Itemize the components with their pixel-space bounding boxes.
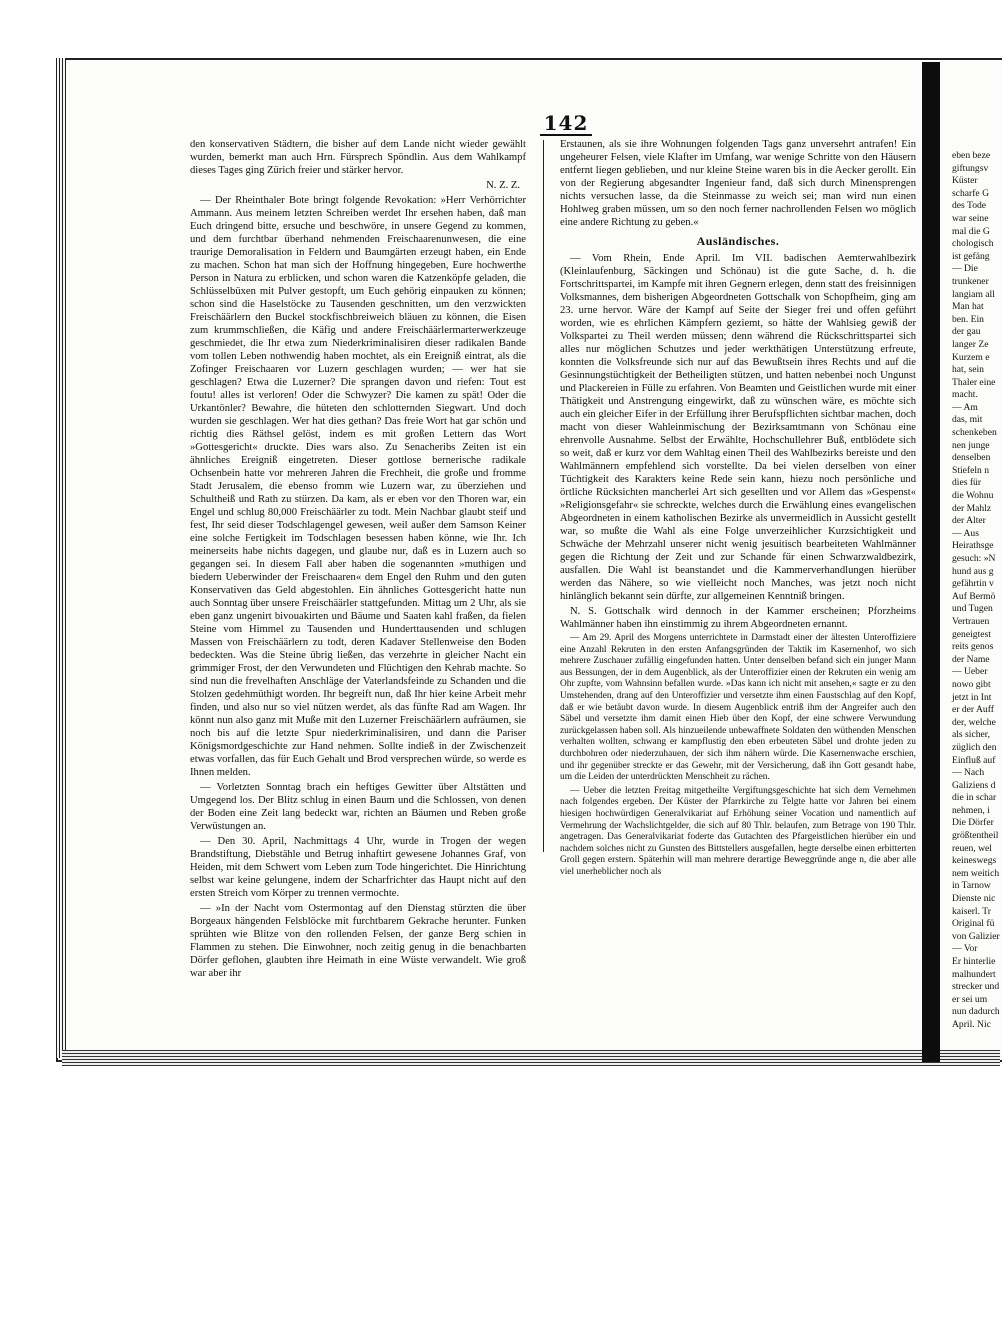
fragment-line: gefährtin v	[952, 578, 994, 590]
right-column-fragment	[952, 150, 1000, 1030]
fragment-line: macht.	[952, 389, 978, 401]
fragment-line: die in schar	[952, 792, 997, 804]
fragment-line: Thaler eine	[952, 376, 996, 388]
article-paragraph: Erstaunen, als sie ihre Wohnungen folgenden Tags ganz unversehrt antrafen! Ein ungeheurer Felsen, viele Klafter im Umfang, war wenige Schritte von den Häusern entfernt liegen geblieben, und nur kleine Steine waren bis in die Aecker gerollt. Ein von der Regierung abgesandter Ingenieur fand, daß sich durch Minensprengen nichts versuchen lasse, da die Steinmasse zu weich sei; man wird nun einen Hohlweg graben müssen, um so den noch ferner nachrollenden Felsen wo möglich eine andere Richtung zu geben.«	[560, 139, 916, 228]
article-paragraph: — Am 29. April des Morgens unterrichtete in Darmstadt einer der ältesten Unteroffiziere eine Anzahl Rekruten in den ersten Anfangsgründen der Taktik im Kasernenhof, wo sich mehrere Zuschauer zufällig eingefunden hatten. Unter denselben befand sich ein junger Mann aus Bessungen, der in dem Augenblick, als der Unteroffizier einen der Rekruten ein wenig am Ohr zupfte, vom Wahnsinn befallen wurde. »Das kann ich nicht mit ansehen,« sagte er zu den Umstehenden, drang auf den Unteroffizier und versetzte ihm einen Faustschlag auf den Kopf, daß er wie betäubt davon wurde. In diesem Augenblick entriß ihm der Angreifer auch den Säbel und versetzte ihm damit einen Hieb über den Kopf, der eine schwere Verwundung zurückgelassen haben soll. Als hinzueilende unbewaffnete Soldaten den wüthenden Menschen verhalten wollten, schwang er kampflustig den eben erbeuteten Säbel und drohte jeden zu durchbohren oder niederzuhauen, der sich ihm nähern würde. Die Kasernenwache erschien, und ihr gegenüber streckte er das Gewehr, mit der Versicherung, daß ihn Gott gesandt habe, um die Leiden der unterdrückten Menschheit zu rächen.	[560, 633, 916, 783]
fragment-line: reits genos	[952, 641, 994, 653]
fragment-line: reuen, wel	[952, 842, 992, 854]
book-page-edges	[56, 58, 66, 1058]
fragment-line: gesuch: »N	[952, 553, 996, 564]
article-paragraph: — »In der Nacht vom Ostermontag auf den Dienstag stürzten die über Borgeaux hängenden Felsblöcke mit furchtbarem Gekrache herunter. Funken sprühten wie Blitze von den rollenden Felsen, der ganze Berg schien in Flammen zu stehen. Die Einwohner, noch zeitig genug in die benachbarten Dörfer geflohen, glaubten ihre Heimath in eine Wüste verwandelt. Wie groß war aber ihr	[190, 903, 526, 979]
fragment-line: er der Auff	[952, 704, 994, 716]
fragment-line: er sei um	[952, 993, 988, 1005]
fragment-line: eben beze	[952, 150, 991, 161]
fragment-line: Auf Bermö	[952, 590, 996, 602]
section-heading: Ausländisches.	[696, 234, 780, 248]
fragment-line: Stiefeln n	[952, 464, 990, 476]
fragment-line: der Mahlz	[952, 502, 992, 514]
fragment-line: der Alter	[952, 515, 986, 527]
fragment-line: das, mit	[952, 414, 983, 426]
fragment-line: jetzt in Int	[952, 691, 992, 703]
fragment-line: und Tugen	[952, 603, 993, 615]
article-paragraph: — Den 30. April, Nachmittags 4 Uhr, wurde in Trogen der wegen Brandstiftung, Diebstähle und Betrug inhaftirt gewesene Johannes Graf, von Heiden, mit dem Schwert vom Leben zum Tode hingerichtet. Die Hinrichtung selbst war keine gelungene, indem der Scharfrichter das Haupt nicht auf den ersten Streich vom Körper zu trennen vermochte.	[190, 836, 526, 899]
fragment-line: — Aus	[952, 527, 979, 539]
fragment-line: malhundert	[952, 968, 996, 980]
fragment-line: — Vor	[952, 943, 978, 955]
fragment-line: nehmen, i	[952, 804, 990, 816]
article-paragraph: — Der Rheinthaler Bote bringt folgende Revokation: »Herr Verhörrichter Ammann. Aus meinem letzten Schreiben werdet Ihr ersehen haben, daß man Euch dringend bitte, ersuche und beschwöre, in unsere Gegend zu kommen, und dem furchtbar überhand nehmenden Freischaarenunwesen, die eine traurige Demoralisation in Feldern und Baumgärten erzeugt haben, ein Ende zu machen. Schon hat man sich der Hoffnung hingegeben, Eure hochwerthe Person in Natura zu erblicken, und schon waren die Katzenköpfe geladen, die Schlüsselbüxen mit Pulver gestopft, um Euch gehörig einpauken zu können; schon sind die Haselstöcke zu Tausenden geschnitten, um den verzwickten Freischäärlern den Buckel stockfischbreiweich bläuen zu können, die Eisen zum krummschließen, die Käfig und andere Freischäärlermarterwerkzeuge geschmiedet, die Ihr etwa zum Niederkriminalisiren dieser radikalen Bande vom tollen Leben nothwendig haben mochtet, als ein Ereigniß eintrat, als die Zofinger Freischaaren vor Luzern geschlagen wurden; — wer hat sie geschlagen? Etwa die Luzerner? Die sprangen davon und riefen: Tout est foutu! alles ist verloren! Oder die Schwyzer? Die kamen zu spät! Oder die Urkantönler? Bewahre, die hüteten den schlotternden Siegwart. Und doch wurden sie geschlagen. Wer hat dies gethan? Das freie Wort hat gar schön und richtig dies Räthsel gelöst, indem es mit großen Lettern das Wort »Gottesgericht« druckte. Dies wars also. Zu Senacheribs Zeiten ist ein ähnliches Ereigniß eingetreten. Dieser gottlose bernerische radikale Ochsenbein hatte vor mehreren Jahren die Frechheit, die große und fromme Stadt Jerusalem, die ebenso fromm wie Luzern war, zu überziehen und Schultheiß und Rath zu stürzen. Da kam, als er eben vor den Thoren war, ein Engel und schlug 80,000 Freischäärler zu todt. Mein Nachbar glaubt steif und fest, Ihr seid dieser Todschlagengel gewesen, weil außer dem Samson Keiner eine solche Fertigkeit im Todschlagen besessen haben könne, wie Ihr. Ich meinerseits habe nichts dagegen, und glaube nur, daß es in Luzern auch so gegangen sei. In diesem Fall aber haben die sogenannten »muthigen und biedern Ueberwinder der Freischaaren« dem Engel den Ruhm und den guten Konservativen das Geld abgestohlen. Ein ähnliches Gottesgericht hatte nun auch Sonntag über unsere Freischäärler stattgefunden. Mittag um 2 Uhr, als sie eben ganz ungenirt bivouakirten und Bäume und Saaten kahl fraßen, da fielen Steine vom Himmel zu Tausenden und Hunderttausenden und schlugen Massen von Freischäärlern zu todt, deren Kadaver Stellenweise den Boden bedeckten. Was die Steine übrig ließen, das verzehrte in gleicher Nacht ein grimmiger Frost, der den Verwundeten und Flüchtigen den Kehrab machte. So sind nun die frevelhaften Anschläge der Vaterlandsfeinde zu Schanden und die Stolzen gedehmüthigt worden. Ihr begreift nun, daß Ihr hier keine Arbeit mehr finden, und also nur so viel nützen werdet, als das fünfte Rad am Wagen. Ihr könnt nun also ganz mit Muße mit den Luzerner Freischäärlern aufräumen, sie noch bis auf die letzte Spur niederkriminalisiren, und dann die Pariser Königsmordgeschichte zur Hand nehmen. Sollte indieß in der Zwischenzeit etwas vorfallen, das für Euch Gehalt und Brod versprechen würde, so werde es Ihnen melden.	[190, 195, 526, 778]
fragment-line: Original fü	[952, 918, 995, 930]
fragment-line: strecker und	[952, 981, 1000, 993]
fragment-line: von Galizier	[952, 930, 1000, 942]
fragment-line: Die Dörfer	[952, 817, 994, 829]
fragment-line: Heirathsge	[952, 540, 994, 552]
fragment-line: des Tode	[952, 200, 987, 212]
fragment-line: als sicher,	[952, 729, 990, 741]
fragment-line: ben. Ein	[952, 313, 984, 325]
fragment-line: war seine	[952, 212, 989, 224]
fragment-line: kaiserl. Tr	[952, 905, 991, 917]
fragment-line: der Name	[952, 653, 990, 665]
fragment-line: chologisch	[952, 238, 994, 250]
article-signature: N. Z. Z.	[486, 180, 520, 191]
fragment-line: scharfe G	[952, 187, 990, 199]
fragment-line: nem weitich	[952, 867, 1000, 879]
book-gutter	[922, 62, 940, 1062]
fragment-line: in Tarnow	[952, 880, 991, 892]
fragment-line: schenkeben	[952, 427, 997, 439]
article-paragraph: — Ueber die letzten Freitag mitgetheilte Vergiftungsgeschichte hat sich dem Vernehmen nach folgendes ergeben. Der Küster der Pfarrkirche zu Telgte hatte vor Jahren bei einem hiesigen hochwürdigen Generalvikariat auf Erhöhung seiner Vocation und namentlich auf Vermehrung der Wachslichtgelder, die sich auf 80 Thlr. belaufen, zum Betrage von 190 Thlr. angetragen. Das Generalvikariat foderte das Gutachten des Pfargeistlichen hierüber ein und nachdem solches nicht zu Gunsten des Bittstellers ausgefallen, hegte derselbe einen erbitterten Groll gegen erstern. Späterhin will man mehrere derartige Beweggründe ange n, die aber alle viel unerheblicher noch als	[560, 785, 916, 877]
middle-column	[560, 138, 916, 877]
fragment-line: langiam all	[952, 288, 995, 300]
fragment-line: — Ueber	[952, 666, 988, 678]
fragment-line: keineswegs	[952, 855, 997, 867]
fragment-line: Galiziens d	[952, 779, 996, 791]
article-paragraph: den konservativen Städtern, die bisher auf dem Lande nicht wieder gewählt wurden, bemerkt man auch Hrn. Fürsprech Spöndlin. Aus dem Wahlkampf dieses Tages ging Zürich freier und stärker hervor.	[190, 139, 526, 176]
fragment-line: langer Ze	[952, 338, 989, 350]
article-paragraph: — Vorletzten Sonntag brach ein heftiges Gewitter über Altstätten und Umgegend los. Der Blitz schlug in einen Baum und die Schlossen, von denen der Boden eine Zeit lang bedeckt war, richten an Bäumen und Reben große Verwüstungen an.	[190, 782, 526, 832]
page-number: 142	[540, 112, 592, 136]
column-divider	[543, 140, 544, 852]
article-paragraph: — Vom Rhein, Ende April. Im VII. badischen Aemterwahlbezirk (Kleinlaufenburg, Säckingen und Schönau) ist die gute Sache, d. h. die Fortschrittspartei, im Kampfe mit ihren Gegnern erlegen, denn statt des freisinnigen Volksmannes, dem bisherigen Abgeordneten Gottschalk von Schopfheim, ging am 23. urne hervor. Wäre der Kampf auf Seite der Sieger frei und offen geführt worden, wie es ehrlichen Kämpfern geziemt, so hätte der Wahlsieg gewiß der Volkspartei zu Theil werden müssen; denn während die Rückschrittspartei sich alles nur möglichen Schutzes und jeder werkthätigen Unterstützung erfreute, konnten die Volksfreunde sich nur auf das Bewußtsein ihres Rechts und auf die Gesinnungstüchtigkeit der Betheiligten stützen, und hatten nebenbei noch Ungunst und Plackereien in Fülle zu erfahren. Von Beamten und Geistlichen wurde mit einer Thätigkeit und Anstrengung eingewirkt, daß zu wünschen wäre, es möchte sich auch ein gleicher Eifer in der Erfüllung ihrer Berufspflichten sichtbar machen, doch macht von dieser Wahleinmischung der Bezirksamtmann von Schönau eine ehrenvolle Ausnahme. Selbst der Erwählte, Hochschullehrer Buß, entblödete sich so weit, daß er kurz vor dem Wahltag einen Theil des Wahlbezirks bereiste und den Wahlmännern empfehlend sich vorstellte. Da bei vielen derselben von einer Tüchtigkeit des Karakters keine Rede sein kann, hiezu noch persönliche und örtliche Rücksichten mancherlei Art sich gesellten und vor Allem das »Gespenst« »Religionsgefahr« sie schreckte, welches durch die Erwählung eines evangelischen Abgeordneten in einem katholischen Bezirke als unvermeidlich in Aussicht gestellt war, so mußte die Wahl als eine Folge unverzeihlicher Kurzsichtigkeit und Schwäche der Mehrzahl unserer nicht wenig jesuitisch bearbeiteten Wahlmänner gegen die Richtung der Zeit und zur Schande für einen Schwarzwaldbezirk, ausfallen. Die Wahl ist beanstandet und die Kammerverhandlungen hierüber werden das Nähere, so wie vielleicht noch Manches, was jetzt noch nicht hinlänglich bekannt sein dürfte, zur allgemeinen Kenntniß bringen.	[560, 253, 916, 602]
fragment-line: die Wohnu	[952, 490, 994, 502]
fragment-line: mal die G	[952, 225, 990, 237]
fragment-line: Dienste nic	[952, 893, 996, 905]
fragment-line: Man hat	[952, 301, 984, 313]
fragment-line: züglich den	[952, 741, 997, 753]
fragment-line: — Die	[952, 263, 978, 275]
fragment-line: hat, sein	[952, 364, 984, 376]
fragment-line: nen junge	[952, 439, 990, 451]
article-paragraph: N. S. Gottschalk wird dennoch in der Kammer erscheinen; Pforzheims Wahlmänner haben ihn einstimmig zu ihrem Abgeordneten ernannt.	[560, 606, 916, 630]
fragment-line: ist gefäng	[952, 250, 990, 262]
fragment-line: der gau	[952, 326, 981, 338]
fragment-line: Einfluß auf	[952, 754, 996, 766]
fragment-line: Er hinterlie	[952, 956, 996, 967]
fragment-line: April. Nic	[952, 1018, 991, 1030]
fragment-line: — Am	[952, 401, 978, 413]
fragment-line: größtentheil	[952, 830, 999, 842]
left-column	[190, 138, 526, 979]
fragment-line: nowo gibt	[952, 678, 991, 690]
fragment-line: Küster	[952, 175, 978, 187]
fragment-line: der, welche	[952, 716, 996, 728]
fragment-line: — Nach	[952, 767, 985, 779]
fragment-line: denselben	[952, 452, 991, 464]
fragment-line: trunkener	[952, 275, 989, 287]
fragment-line: giftungsv	[952, 162, 989, 174]
fragment-line: geneigtest	[952, 628, 991, 640]
fragment-line: nun dadurch	[952, 1006, 1000, 1018]
fragment-line: Vertrauen	[952, 615, 990, 627]
fragment-line: dies für	[952, 477, 982, 489]
fragment-line: hund aus g	[952, 565, 994, 577]
fragment-line: Kurzem e	[952, 351, 990, 363]
book-bottom-edge	[62, 1050, 1000, 1066]
